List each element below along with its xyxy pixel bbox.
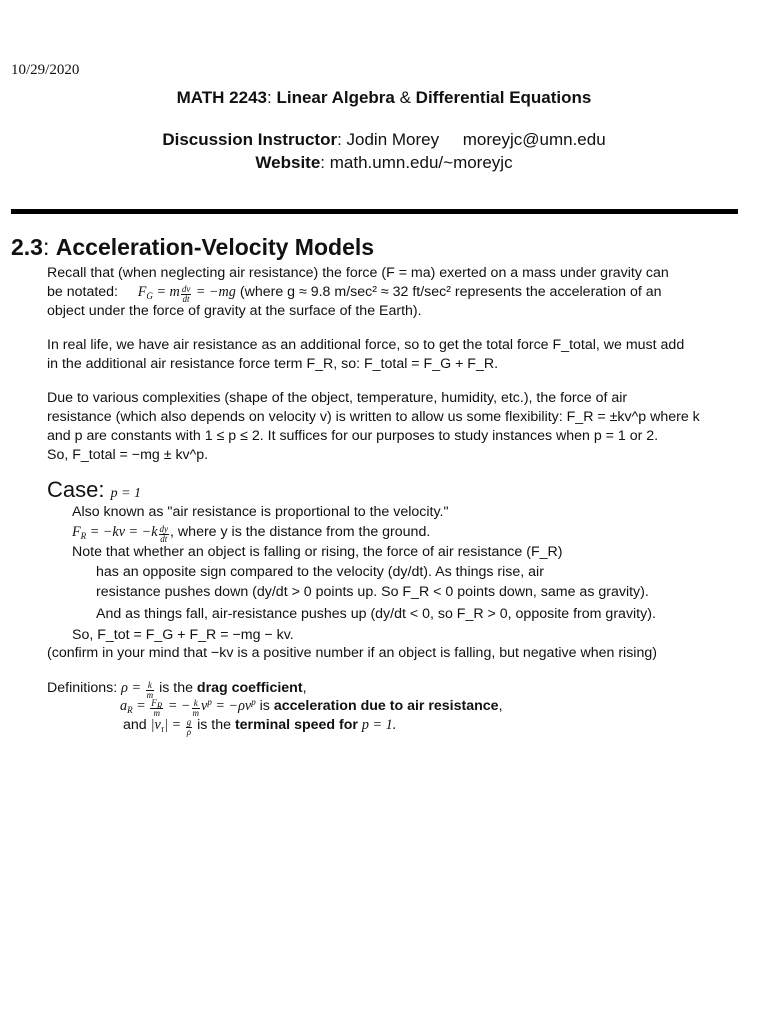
case-heading: Case: p = 1 xyxy=(47,477,142,502)
case-line-6: And as things fall, air-resistance pushes up (dy/dt < 0, so F_R > 0, opposite from gravity). xyxy=(96,606,656,622)
paragraph-2-line-1: In real life, we have air resistance as an additional force, so to get the total force F_total, we must add xyxy=(47,337,685,353)
document-date: 10/29/2020 xyxy=(11,62,80,78)
header-divider xyxy=(11,209,738,214)
instructor-email[interactable]: moreyjc@umn.edu xyxy=(462,130,606,149)
case-line-4: has an opposite sign compared to the velocity (dy/dt). As things rise, air xyxy=(96,564,544,580)
course-title: MATH 2243: Linear Algebra & Differential Equations xyxy=(176,88,592,107)
course-code: MATH 2243 xyxy=(176,88,268,107)
section-heading: 2.3: Acceleration-Velocity Models xyxy=(11,234,375,260)
paragraph-1-line-2: be notated: $F_G = m$ $\frac{dv}{dt}$ = −mg (where g ≈ 9.8 m/sec² ≈ 32 ft/sec² represents the acceleration of an xyxy=(47,284,662,304)
definition-air-resistance-acceleration: $a_R$ = $\frac{F_R}{m}$ = − $\frac{k}{m}$ $v^p = -\rho v^p$ is acceleration due to air resistance, xyxy=(120,697,503,718)
drag-force-formula: $F_R = -kv = -k$ $\frac{dy}{dt}$ xyxy=(72,524,169,544)
paragraph-3-line-2: resistance (which also depends on velocity v) is written to allow us some flexibility: F_R = ±kv^p where k xyxy=(47,409,700,425)
website-label: Website xyxy=(255,153,321,172)
paragraph-3-line-4: So, F_total = −mg ± kv^p. xyxy=(47,447,209,463)
case-line-8: (confirm in your mind that −kv is a positive number if an object is falling, but negative when rising) xyxy=(47,645,657,661)
definition-drag-coefficient: Definitions: ρ = $\frac{k}{m}$ is the drag coefficient, xyxy=(47,680,307,700)
gravity-force-formula: $F_G = m$ $\frac{dv}{dt}$ = −mg xyxy=(137,284,236,304)
case-line-1: Also known as "air resistance is proportional to the velocity." xyxy=(72,504,449,520)
website-url[interactable]: : math.umn.edu/~moreyjc xyxy=(320,153,513,172)
paragraph-3-line-1: Due to various complexities (shape of the object, temperature, humidity, etc.), the force of air xyxy=(47,390,628,406)
paragraph-1-line-1: Recall that (when neglecting air resistance) the force (F = ma) exerted on a mass under gravity can xyxy=(47,265,669,281)
definition-terminal-speed: and $|v_\tau|$ = $\frac{g}{\rho}$ is the terminal speed for p = 1. xyxy=(123,717,397,737)
paragraph-2-line-2: in the additional air resistance force term F_R, so: F_total = F_G + F_R. xyxy=(47,356,499,372)
instructor-name: : Jodin Morey xyxy=(337,130,440,149)
case-line-2: $F_R = -kv = -k$ $\frac{dy}{dt}$ , where y is the distance from the ground. xyxy=(72,524,431,544)
paragraph-1-line-3: object under the force of gravity at the surface of the Earth). xyxy=(47,303,422,319)
case-line-7: So, F_tot = F_G + F_R = −mg − kv. xyxy=(72,627,294,643)
website-line xyxy=(0,153,768,173)
instructor-label: Discussion Instructor xyxy=(162,130,338,149)
case-line-5: resistance pushes down (dy/dt > 0 points up. So F_R < 0 points down, same as gravity). xyxy=(96,584,649,600)
section-title: Acceleration-Velocity Models xyxy=(55,234,375,260)
paragraph-3-line-3: and p are constants with 1 ≤ p ≤ 2. It suffices for our purposes to study instances when p = 1 or 2. xyxy=(47,428,659,444)
instructor-line xyxy=(0,130,768,150)
case-line-3: Note that whether an object is falling or rising, the force of air resistance (F_R) xyxy=(72,544,563,560)
